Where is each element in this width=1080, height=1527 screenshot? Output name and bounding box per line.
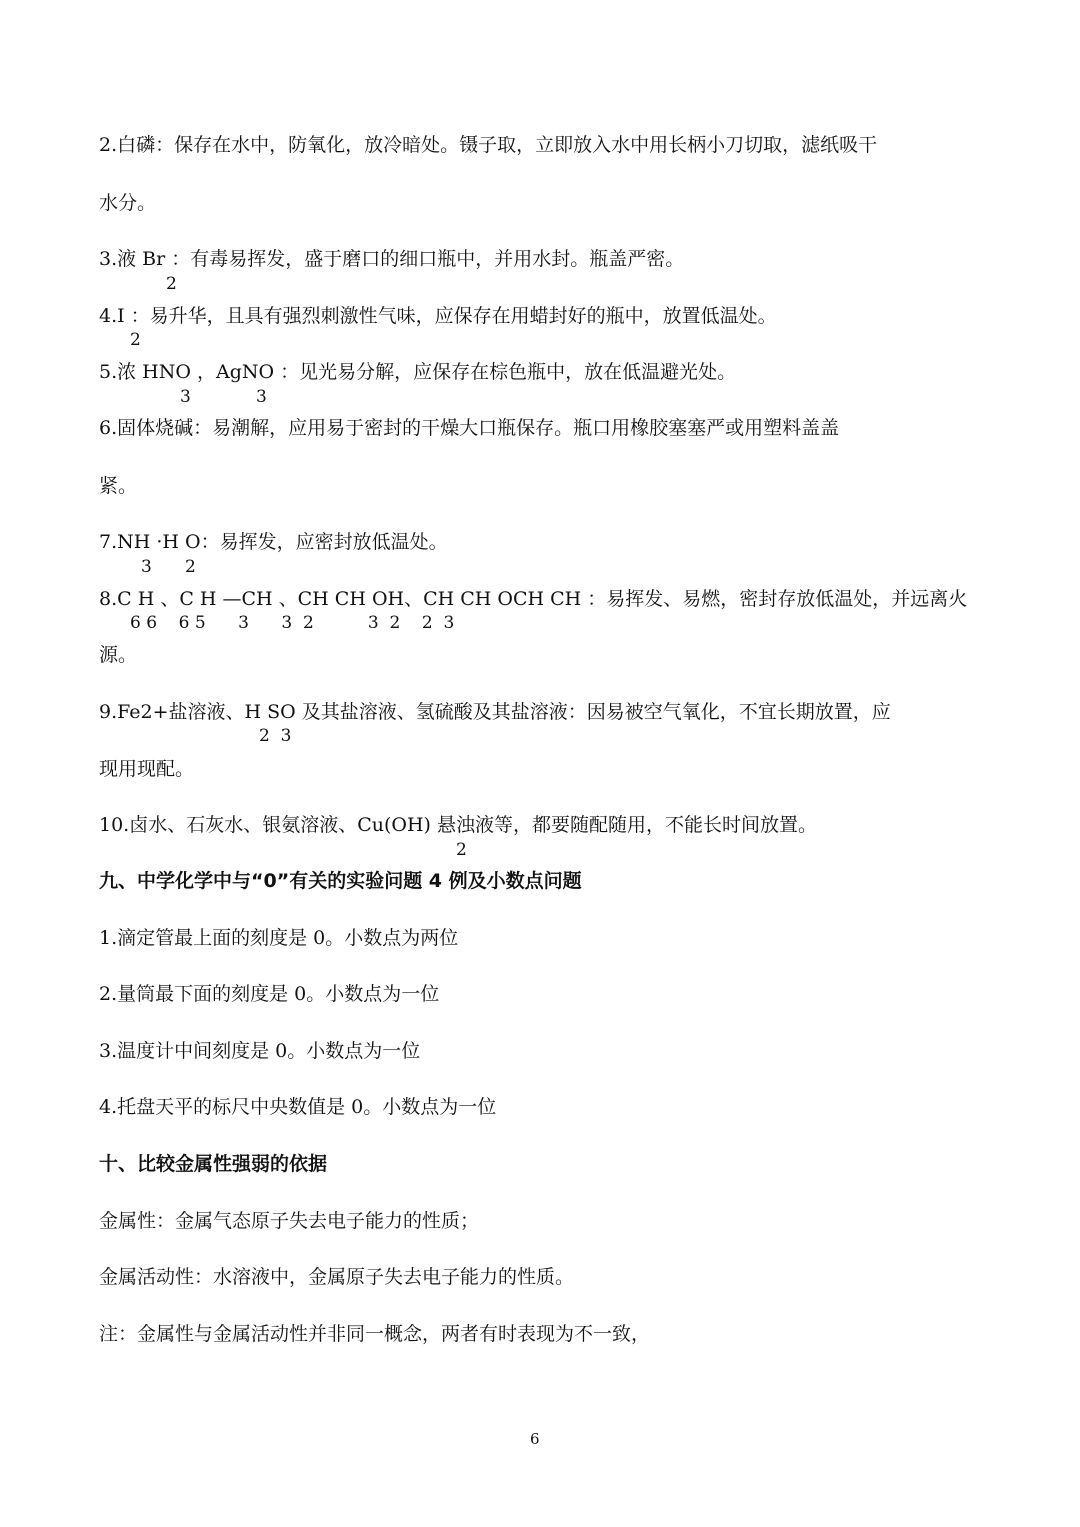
text-line: 2.白磷：保存在水中，防氧化，放冷暗处。镊子取，立即放入水中用长柄小刀切取，滤纸吸干 xyxy=(99,134,878,156)
subscript: 2 xyxy=(166,274,177,294)
section-heading: 九、中学化学中与“0”有关的实验问题 4 例及小数点问题 xyxy=(99,870,582,892)
text-line: 金属活动性：水溶液中，金属原子失去电子能力的性质。 xyxy=(99,1266,575,1288)
text-line: 10.卤水、石灰水、银氨溶液、Cu(OH) 悬浊液等，都要随配随用，不能长时间放置。 xyxy=(99,814,818,836)
subscript: 2 3 xyxy=(259,726,292,746)
text-line: 4.托盘天平的标尺中央数值是 0。小数点为一位 xyxy=(99,1096,497,1118)
text-line: 注：金属性与金属活动性并非同一概念，两者有时表现为不一致， xyxy=(99,1323,651,1345)
text-line: 3.液 Br ：有毒易挥发，盛于磨口的细口瓶中，并用水封。瓶盖严密。 xyxy=(99,248,685,270)
section-heading: 十、比较金属性强弱的依据 xyxy=(99,1153,328,1175)
page-number: 6 xyxy=(530,1430,540,1448)
subscript: 2 xyxy=(456,840,467,860)
text-line: 紧。 xyxy=(99,475,138,497)
subscript: 3 xyxy=(256,387,267,407)
text-line: 源。 xyxy=(99,644,138,666)
text-line: 2.量筒最下面的刻度是 0。小数点为一位 xyxy=(99,983,440,1005)
text-line: 1.滴定管最上面的刻度是 0。小数点为两位 xyxy=(99,927,459,949)
text-line: 6.固体烧碱：易潮解，应用易于密封的干燥大口瓶保存。瓶口用橡胶塞塞严或用塑料盖盖 xyxy=(99,417,840,439)
text-line: 4.I ：易升华，且具有强烈刺激性气味，应保存在用蜡封好的瓶中，放置低温处。 xyxy=(99,305,777,327)
text-line: 金属性：金属气态原子失去电子能力的性质； xyxy=(99,1210,480,1232)
text-line: 3.温度计中间刻度是 0。小数点为一位 xyxy=(99,1040,421,1062)
text-line: 7.NH ·H O：易挥发，应密封放低温处。 xyxy=(99,531,448,553)
text-line: 8.C H 、C H —CH 、CH CH OH、CH CH OCH CH ：易挥发、易燃，密封存放低温处，并远离火 xyxy=(99,588,968,610)
subscript: 2 xyxy=(185,557,196,577)
subscript: 3 xyxy=(180,387,191,407)
text-line: 水分。 xyxy=(99,192,157,214)
text-line: 9.Fe2+盐溶液、H SO 及其盐溶液、氢硫酸及其盐溶液：因易被空气氧化，不宜长期放置，应 xyxy=(99,701,891,723)
subscript: 2 xyxy=(130,330,141,350)
subscript: 6 6 6 5 3 3 2 3 2 2 3 xyxy=(130,613,455,633)
subscript: 3 xyxy=(141,557,152,577)
text-line: 现用现配。 xyxy=(99,758,195,780)
text-line: 5.浓 HNO ，AgNO ：见光易分解，应保存在棕色瓶中，放在低温避光处。 xyxy=(99,361,737,383)
